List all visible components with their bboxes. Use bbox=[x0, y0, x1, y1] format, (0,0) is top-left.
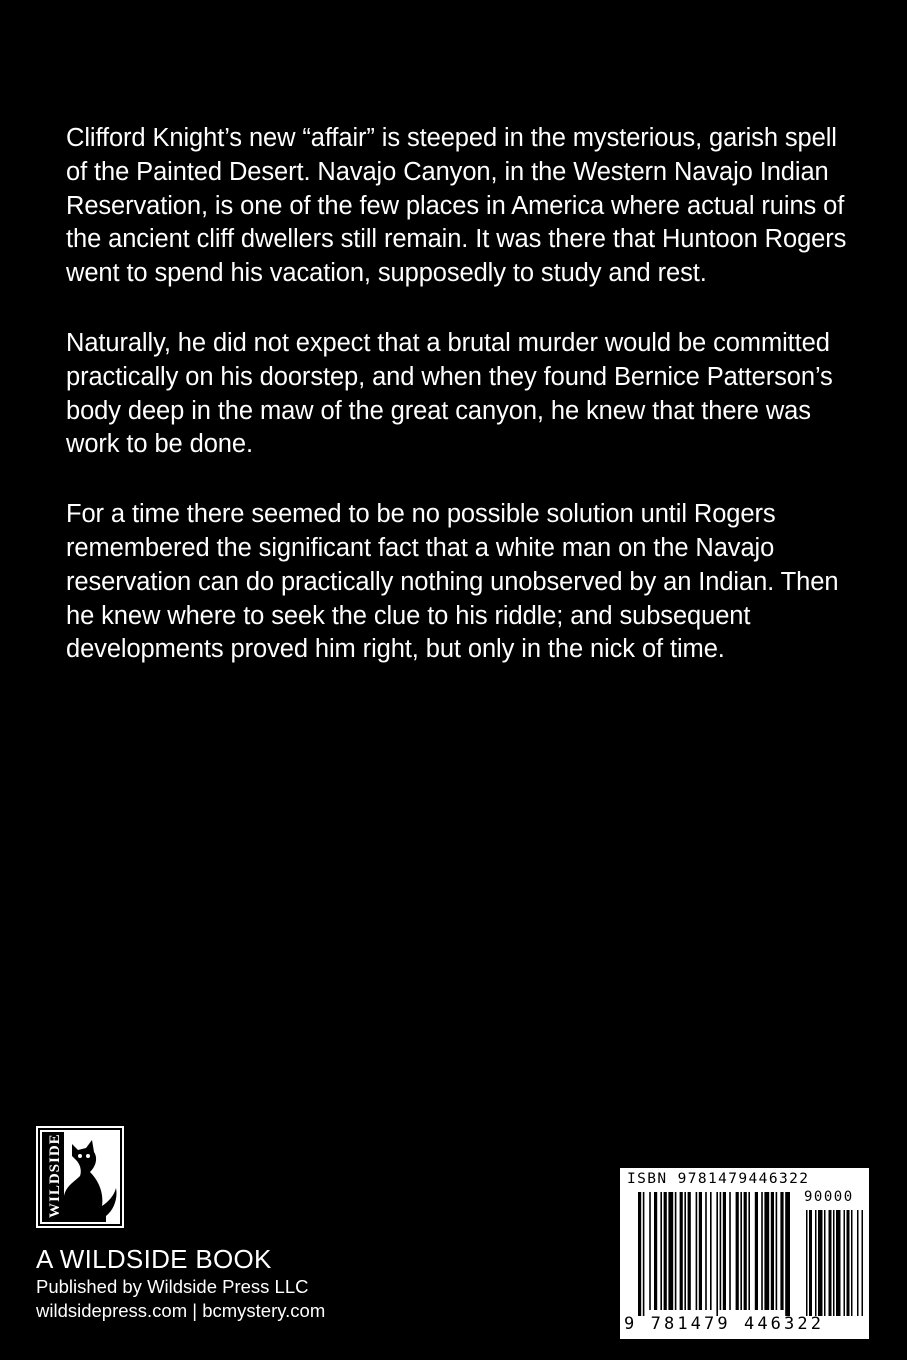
imprint-websites: wildsidepress.com | bcmystery.com bbox=[36, 1300, 326, 1321]
barcode-bar bbox=[851, 1210, 853, 1316]
barcode-bar bbox=[748, 1192, 750, 1310]
barcode-bar bbox=[729, 1192, 731, 1310]
barcode-bar bbox=[660, 1192, 662, 1310]
barcode-bar bbox=[824, 1210, 826, 1316]
barcode-digits: 9 781479 446322 bbox=[624, 1314, 825, 1334]
imprint-title: A WILDSIDE BOOK bbox=[36, 1244, 272, 1274]
blurb bbox=[66, 122, 856, 703]
barcode-bar bbox=[675, 1192, 677, 1310]
barcode-bar bbox=[815, 1210, 817, 1316]
barcode-bar bbox=[785, 1192, 790, 1316]
barcode-bar bbox=[833, 1210, 835, 1316]
barcode-bar bbox=[862, 1210, 864, 1316]
barcode-bar bbox=[806, 1210, 808, 1316]
isbn-label: ISBN 9781479446322 bbox=[627, 1171, 810, 1187]
barcode-bar bbox=[699, 1192, 702, 1310]
barcode-bar bbox=[723, 1192, 726, 1310]
barcode-bar bbox=[720, 1192, 722, 1310]
barcode-bar bbox=[643, 1192, 645, 1316]
barcode-bar bbox=[664, 1192, 667, 1310]
barcode-bar bbox=[844, 1210, 846, 1316]
wildside-cat-icon bbox=[36, 1126, 124, 1228]
barcode-bar bbox=[776, 1192, 778, 1310]
barcode bbox=[620, 1168, 869, 1339]
barcode-bar bbox=[755, 1192, 758, 1310]
barcode-bar bbox=[680, 1192, 683, 1310]
blurb-paragraph-3: For a time there seemed to be no possible solution until Rogers remembered the significant fact that a white man on the Navajo reservation can do practically nothing unobserved by an Indian. Then he knew where to seek the clue to his riddle; and subsequent developments proved him right, but only in the nick of time. bbox=[66, 500, 839, 664]
barcode-bar bbox=[649, 1192, 651, 1310]
barcode-bar bbox=[736, 1192, 739, 1310]
barcode-bar bbox=[847, 1210, 850, 1316]
barcode-bar bbox=[688, 1192, 691, 1310]
barcode-bar bbox=[836, 1210, 841, 1316]
barcode-bar bbox=[716, 1192, 718, 1316]
barcode-bar bbox=[684, 1192, 686, 1310]
barcode-bar bbox=[764, 1192, 769, 1310]
barcode-bar bbox=[818, 1210, 823, 1316]
barcode-bar bbox=[857, 1210, 859, 1316]
price-code: 90000 bbox=[804, 1189, 854, 1205]
barcode-bar bbox=[761, 1192, 763, 1310]
imprint bbox=[36, 1243, 325, 1323]
barcode-bar bbox=[771, 1192, 774, 1310]
barcode-bar bbox=[696, 1192, 698, 1310]
barcode-bar bbox=[829, 1210, 832, 1316]
blurb-paragraph-1: Clifford Knight’s new “affair” is steeped in the mysterious, garish spell of the Painted Desert. Navajo Canyon, in the Western Navajo Indian Reservation, is one of the few places in America where actual ruins of the ancient cliff dwellers still remain. It was there that Huntoon Rogers went to spend his vacation, supposedly to study and rest. bbox=[66, 124, 847, 288]
blurb-paragraph-2: Naturally, he did not expect that a brutal murder would be committed practically on his doorstep, and when they found Bernice Patterson’s body deep in the maw of the great canyon, he knew that there was work to be done. bbox=[66, 328, 833, 459]
barcode-bar bbox=[705, 1192, 707, 1310]
barcode-bar bbox=[654, 1192, 657, 1310]
barcode-bar bbox=[809, 1210, 812, 1316]
imprint-publisher: Published by Wildside Press LLC bbox=[36, 1276, 309, 1297]
barcode-bar bbox=[744, 1192, 747, 1310]
barcode-bar bbox=[740, 1192, 742, 1310]
wildside-logo bbox=[36, 1126, 124, 1228]
barcode-bar bbox=[668, 1192, 673, 1310]
barcode-bar bbox=[638, 1192, 641, 1316]
barcode-bar bbox=[780, 1192, 783, 1310]
barcode-bar bbox=[710, 1192, 712, 1310]
logo-wordmark: WILDSIDE bbox=[47, 1133, 63, 1218]
